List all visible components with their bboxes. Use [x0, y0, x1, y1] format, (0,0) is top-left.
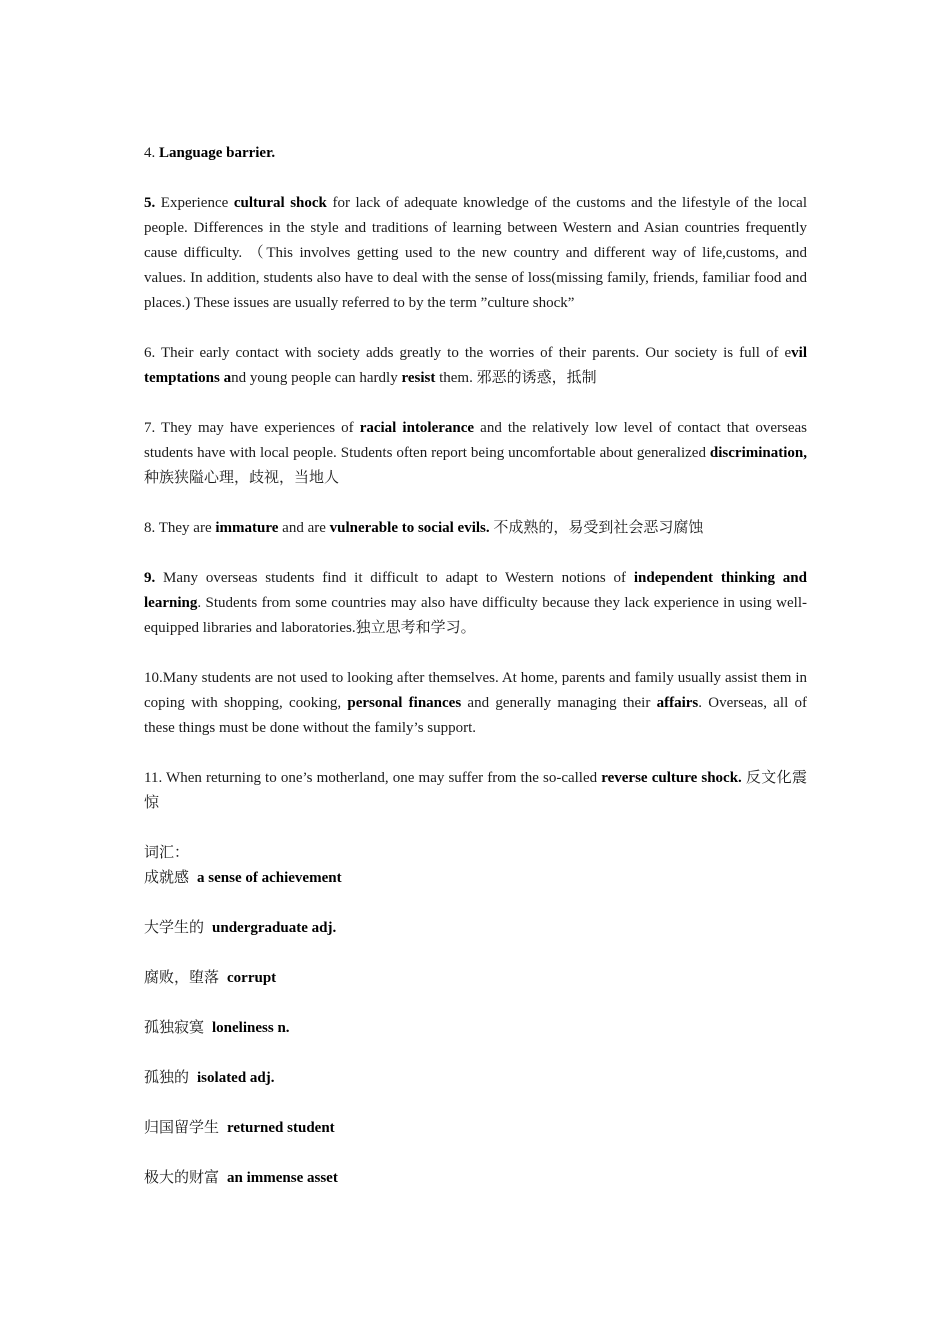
list-item	[144, 416, 807, 491]
vocab-item	[144, 916, 807, 941]
vocab-item	[144, 966, 807, 991]
bold-text: immature	[215, 520, 279, 536]
text-run: 种族狭隘心理，歧视，当地人	[144, 470, 340, 486]
vocab-item	[144, 1166, 807, 1191]
list-item	[144, 191, 807, 316]
vocab-item	[144, 866, 807, 891]
bold-text: 9.	[144, 570, 156, 586]
vocab-chinese: 成就感	[144, 870, 190, 886]
bold-text: resist	[401, 370, 436, 386]
vocab-english: returned student	[227, 1120, 335, 1136]
bold-text: racial intolerance	[359, 420, 475, 436]
text-run: 4.	[144, 145, 159, 161]
text-run: and generally managing their	[461, 695, 657, 711]
bold-text: personal finances	[347, 695, 462, 711]
bold-text: vulnerable to social evils.	[329, 520, 490, 536]
text-run: and the relatively low level of contact that overseas students have with local people. Students often report being uncomfortable about generalized	[144, 420, 807, 461]
bold-text: cultural shock	[233, 195, 327, 211]
bold-text: vil temptations a	[144, 345, 807, 386]
text-run: 10.Many students are not used to looking after themselves. At home, parents and family usually assist them in coping with shopping, cooking,	[144, 670, 807, 711]
bold-text: Language barrier.	[159, 145, 276, 161]
vocab-english: undergraduate adj.	[212, 920, 337, 936]
vocab-title: 词汇：	[144, 845, 190, 861]
text-run: nd young people can hardly	[231, 370, 402, 386]
vocab-english: loneliness n.	[212, 1020, 290, 1036]
list-item	[144, 566, 807, 641]
text-run: 7. They may have experiences of	[144, 420, 360, 436]
text-run: 反文化震惊	[144, 770, 807, 811]
vocab-section	[144, 841, 807, 1191]
text-run: . Students from some countries may also have difficulty because they lack experience in using well-equipped libraries and laboratories.独立思考和学习。	[144, 595, 807, 636]
text-run: and are	[278, 520, 330, 536]
vocab-english: a sense of achievement	[197, 870, 342, 886]
numbered-list	[144, 141, 807, 816]
vocab-item	[144, 1116, 807, 1141]
vocab-chinese: 孤独寂寞	[144, 1020, 205, 1036]
bold-text: discrimination,	[709, 445, 807, 461]
text-run: 11. When returning to one’s motherland, one may suffer from the so-called	[144, 770, 602, 786]
vocab-chinese: 归国留学生	[144, 1120, 220, 1136]
vocab-chinese: 腐败，堕落	[144, 970, 220, 986]
vocab-chinese: 孤独的	[144, 1070, 190, 1086]
vocab-list	[144, 866, 807, 1191]
vocab-item	[144, 1066, 807, 1091]
vocab-english: isolated adj.	[197, 1070, 275, 1086]
bold-text: independent thinking and learning	[144, 570, 807, 611]
list-item	[144, 766, 807, 816]
vocab-chinese: 大学生的	[144, 920, 205, 936]
list-item	[144, 516, 807, 541]
text-run: 6. Their early contact with society adds greatly to the worries of their parents. Our society is full of e	[144, 345, 792, 361]
vocab-english: an immense asset	[227, 1170, 338, 1186]
text-run: for lack of adequate knowledge of the customs and the lifestyle of the local people. Differences in the style and traditions of learning between Western and Asian countries frequently cause difficulty. （This involves getting used to the new country and different way of life,customs, and values. In addition, students also have to deal with the sense of loss(missing family, friends, familiar food and places.) These issues are usually referred to by the term ”culture shock”	[144, 195, 808, 311]
text-run: Experience	[155, 195, 234, 211]
list-item	[144, 341, 807, 391]
text-run: them. 邪恶的诱惑，抵制	[435, 370, 597, 386]
list-item	[144, 666, 807, 741]
document-page	[144, 141, 807, 1216]
text-run: Many overseas students find it difficult to adapt to Western notions of	[155, 570, 634, 586]
list-item	[144, 141, 807, 166]
vocab-chinese: 极大的财富	[144, 1170, 220, 1186]
text-run: 8. They are	[144, 520, 216, 536]
vocab-item	[144, 1016, 807, 1041]
bold-text: 5.	[144, 195, 156, 211]
vocab-english: corrupt	[227, 970, 277, 986]
text-run: . Overseas, all of these things must be done without the family’s support.	[144, 695, 808, 736]
bold-text: reverse culture shock.	[601, 770, 742, 786]
bold-text: affairs	[656, 695, 699, 711]
text-run: 不成熟的，易受到社会恶习腐蚀	[489, 520, 704, 536]
